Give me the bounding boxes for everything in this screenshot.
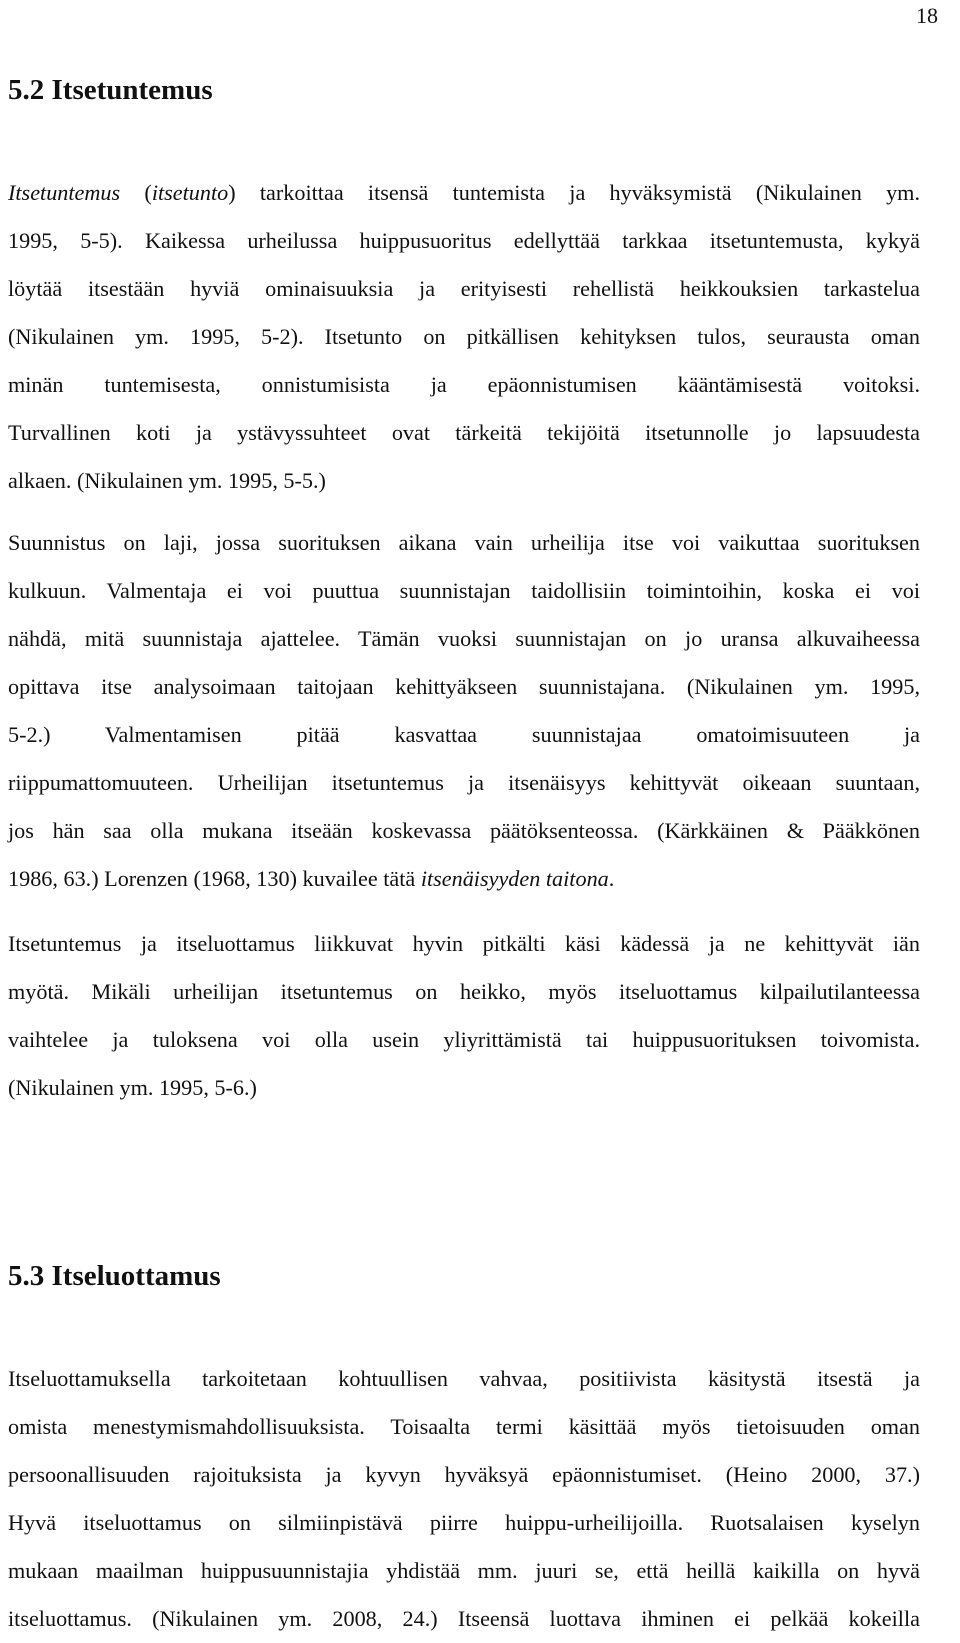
text-line [8, 855, 920, 903]
text-line: Turvallinen koti ja ystävyssuhteet ovat tärkeitä tekijöitä itsetunnolle jo lapsuudesta [8, 420, 920, 445]
paragraph-suunnistus [8, 519, 920, 903]
term-itsenaisyyden-taitona: itsenäisyyden taitona [420, 866, 609, 891]
text-line: opittava itse analysoimaan taitojaan kehittyäkseen suunnistajana. (Nikulainen ym. 1995, [8, 674, 920, 699]
text-line: jos hän saa olla mukana itseään koskevassa päätöksenteossa. (Kärkkäinen & Pääkkönen [8, 818, 920, 843]
paragraph-itseluottamus [8, 1355, 920, 1643]
text-line: Suunnistus on laji, jossa suorituksen aikana vain urheilija itse voi vaikuttaa suorituksen [8, 530, 920, 555]
text-line: Itsetuntemus ja itseluottamus liikkuvat hyvin pitkälti käsi kädessä ja ne kehittyvät iän [8, 931, 920, 956]
page-number: 18 [916, 3, 938, 28]
text-line: mukaan maailman huippusuunnistajia yhdistää mm. juuri se, että heillä kaikilla on hyvä [8, 1558, 920, 1583]
term-itsetuntemus: Itsetuntemus [8, 180, 121, 205]
section-heading-5-3: 5.3 Itseluottamus [8, 1260, 221, 1292]
text-line: (Nikulainen ym. 1995, 5-2). Itsetunto on pitkällisen kehityksen tulos, seurausta oman [8, 324, 920, 349]
text-line: 5-2.) Valmentamisen pitää kasvattaa suunnistajaa omatoimisuuteen ja [8, 722, 920, 747]
paragraph-itseluottamus-relation [8, 920, 920, 1112]
text-line: kulkuun. Valmentaja ei voi puuttua suunnistajan taidollisiin toimintoihin, koska ei voi [8, 578, 920, 603]
text-run: ( [120, 180, 152, 205]
text-line [8, 169, 920, 217]
text-line: itseluottamus. (Nikulainen ym. 2008, 24.) Itseensä luottava ihminen ei pelkää kokeilla [8, 1606, 920, 1631]
text-line: löytää itsestään hyviä ominaisuuksia ja erityisesti rehellistä heikkouksien tarkastelua [8, 276, 920, 301]
text-line: 1995, 5-5). Kaikessa urheilussa huippusuoritus edellyttää tarkkaa itsetuntemusta, kykyä [8, 228, 920, 253]
paragraph-itsetuntemus-definition [8, 169, 920, 505]
text-line: Itseluottamuksella tarkoitetaan kohtuullisen vahvaa, positiivista käsitystä itsestä ja [8, 1366, 920, 1391]
text-line: Hyvä itseluottamus on silmiinpistävä piirre huippu-urheilijoilla. Ruotsalaisen kyselyn [8, 1510, 920, 1535]
term-itsetunto: itsetunto [151, 180, 229, 205]
text-line: vaihtelee ja tuloksena voi olla usein yliyrittämistä tai huippusuorituksen toivomista. [8, 1027, 920, 1052]
text-line: (Nikulainen ym. 1995, 5-6.) [8, 1075, 257, 1100]
text-run: ) tarkoittaa itsensä tuntemista ja hyväksymistä (Nikulainen ym. [228, 180, 920, 205]
section-heading-5-2: 5.2 Itsetuntemus [8, 74, 213, 106]
text-line: omista menestymismahdollisuuksista. Toisaalta termi käsittää myös tietoisuuden oman [8, 1414, 920, 1439]
text-run: . [608, 866, 615, 891]
text-line: persoonallisuuden rajoituksista ja kyvyn hyväksyä epäonnistumiset. (Heino 2000, 37.) [8, 1462, 920, 1487]
text-line: minän tuntemisesta, onnistumisista ja epäonnistumisen kääntämisestä voitoksi. [8, 372, 920, 397]
text-line: riippumattomuuteen. Urheilijan itsetuntemus ja itsenäisyys kehittyvät oikeaan suuntaan, [8, 770, 920, 795]
text-run: 1986, 63.) Lorenzen (1968, 130) kuvailee tätä [8, 866, 421, 891]
text-line: alkaen. (Nikulainen ym. 1995, 5-5.) [8, 468, 326, 493]
text-line: nähdä, mitä suunnistaja ajattelee. Tämän vuoksi suunnistajan on jo uransa alkuvaiheessa [8, 626, 920, 651]
text-line: myötä. Mikäli urheilijan itsetuntemus on heikko, myös itseluottamus kilpailutilanteessa [8, 979, 920, 1004]
